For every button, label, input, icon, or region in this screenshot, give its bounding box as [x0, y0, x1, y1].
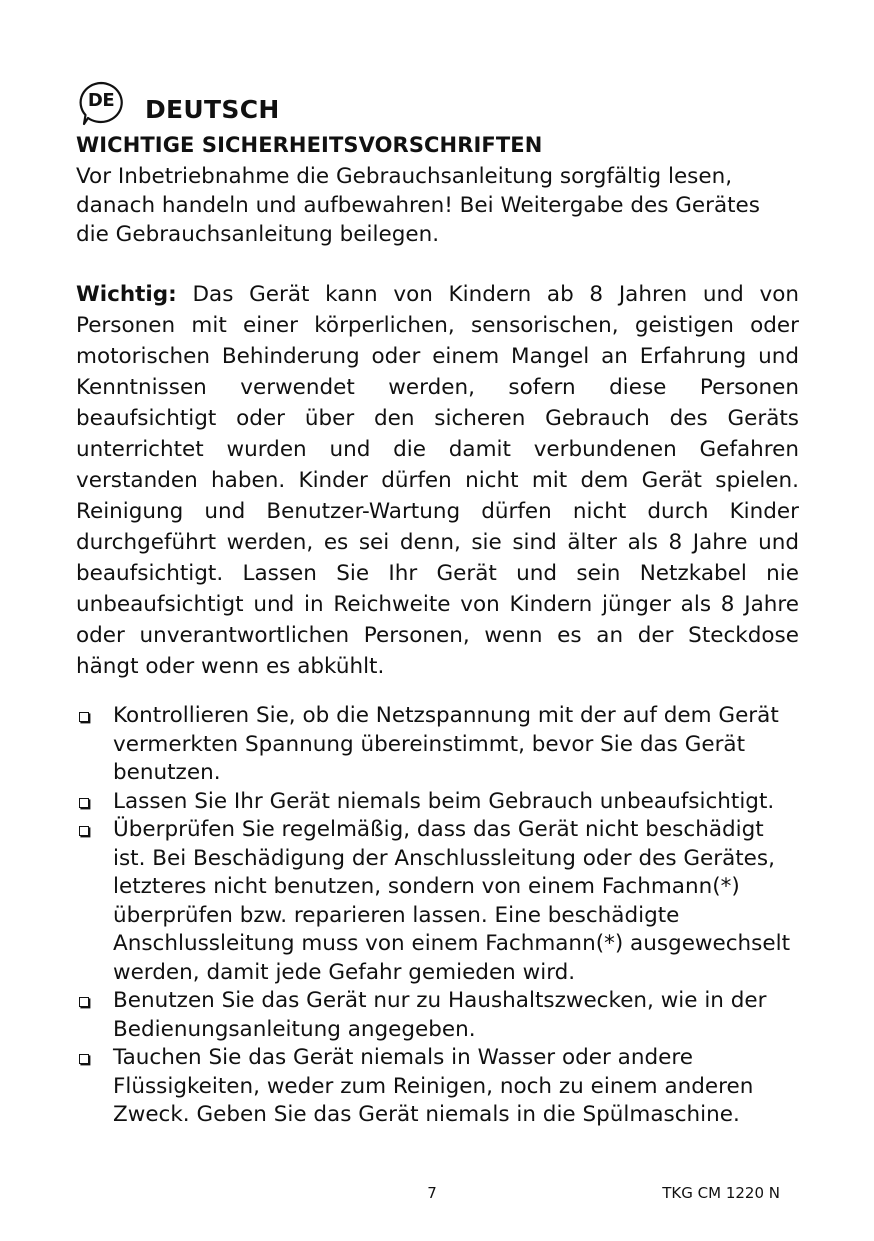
important-notice	[76, 279, 799, 682]
important-label: Wichtig:	[76, 282, 177, 307]
checkbox-bullet-icon	[79, 712, 89, 722]
list-item	[76, 702, 799, 788]
checkbox-bullet-icon	[79, 997, 89, 1007]
manual-page	[76, 76, 799, 1130]
language-badge	[76, 80, 126, 126]
list-item-text: Benutzen Sie das Gerät nur zu Haushaltszwecken, wie in der Bedienungsanleitung angegeben.	[113, 988, 767, 1042]
list-item-text: Tauchen Sie das Gerät niemals in Wasser oder andere Flüssigkeiten, weder zum Reinigen, noch zu einem anderen Zweck. Geben Sie das Gerät niemals in die Spülmaschine.	[113, 1045, 754, 1127]
list-item	[76, 788, 799, 817]
model-number: TKG CM 1220 N	[662, 1184, 780, 1202]
language-title: DEUTSCH	[145, 94, 280, 124]
safety-list	[76, 702, 799, 1130]
section-title: WICHTIGE SICHERHEITSVORSCHRIFTEN	[76, 133, 543, 157]
language-code: DE	[87, 90, 115, 111]
language-header	[76, 76, 799, 130]
list-item-text: Lassen Sie Ihr Gerät niemals beim Gebrauch unbeaufsichtigt.	[113, 788, 775, 814]
list-item-text: Kontrollieren Sie, ob die Netzspannung mit der auf dem Gerät vermerkten Spannung übereinstimmt, bevor Sie das Gerät benutzen.	[113, 703, 779, 785]
list-item-text: Überprüfen Sie regelmäßig, dass das Gerät nicht beschädigt ist. Bei Beschädigung der Anschlussleitung oder des Gerätes, letzteres nicht benutzen, sondern von einem Fachmann(*) überprüfen bzw. reparieren lassen. Eine beschädigte Anschlussleitung muss von einem Fachmann(*) ausgewechselt werden, damit jede Gefahr gemieden wird.	[113, 817, 791, 985]
list-item	[76, 816, 799, 987]
intro-paragraph: Vor Inbetriebnahme die Gebrauchsanleitung sorgfältig lesen, danach handeln und aufbewahren! Bei Weitergabe des Gerätes die Gebrauchsanleitung beilegen.	[76, 164, 760, 247]
checkbox-bullet-icon	[79, 798, 89, 808]
checkbox-bullet-icon	[79, 1054, 89, 1064]
checkbox-bullet-icon	[79, 826, 89, 836]
page-number: 7	[427, 1184, 437, 1202]
important-text: Das Gerät kann von Kindern ab 8 Jahren und von Personen mit einer körperlichen, sensorischen, geistigen oder motorischen Behinderung oder einem Mangel an Erfahrung und Kenntnissen verwendet werden, sofern diese Personen beaufsichtigt oder über den sicheren Gebrauch des Geräts unterrichtet wurden und die damit verbundenen Gefahren verstanden haben. Kinder dürfen nicht mit dem Gerät spielen. Reinigung und Benutzer-Wartung dürfen nicht durch Kinder durchgeführt werden, es sei denn, sie sind älter als 8 Jahre und beaufsichtigt. Lassen Sie Ihr Gerät und sein Netzkabel nie unbeaufsichtigt und in Reichweite von Kindern jünger als 8 Jahre oder unverantwortlichen Personen, wenn es an der Steckdose hängt oder wenn es abkühlt.	[76, 282, 799, 679]
list-item	[76, 987, 799, 1044]
list-item	[76, 1044, 799, 1130]
